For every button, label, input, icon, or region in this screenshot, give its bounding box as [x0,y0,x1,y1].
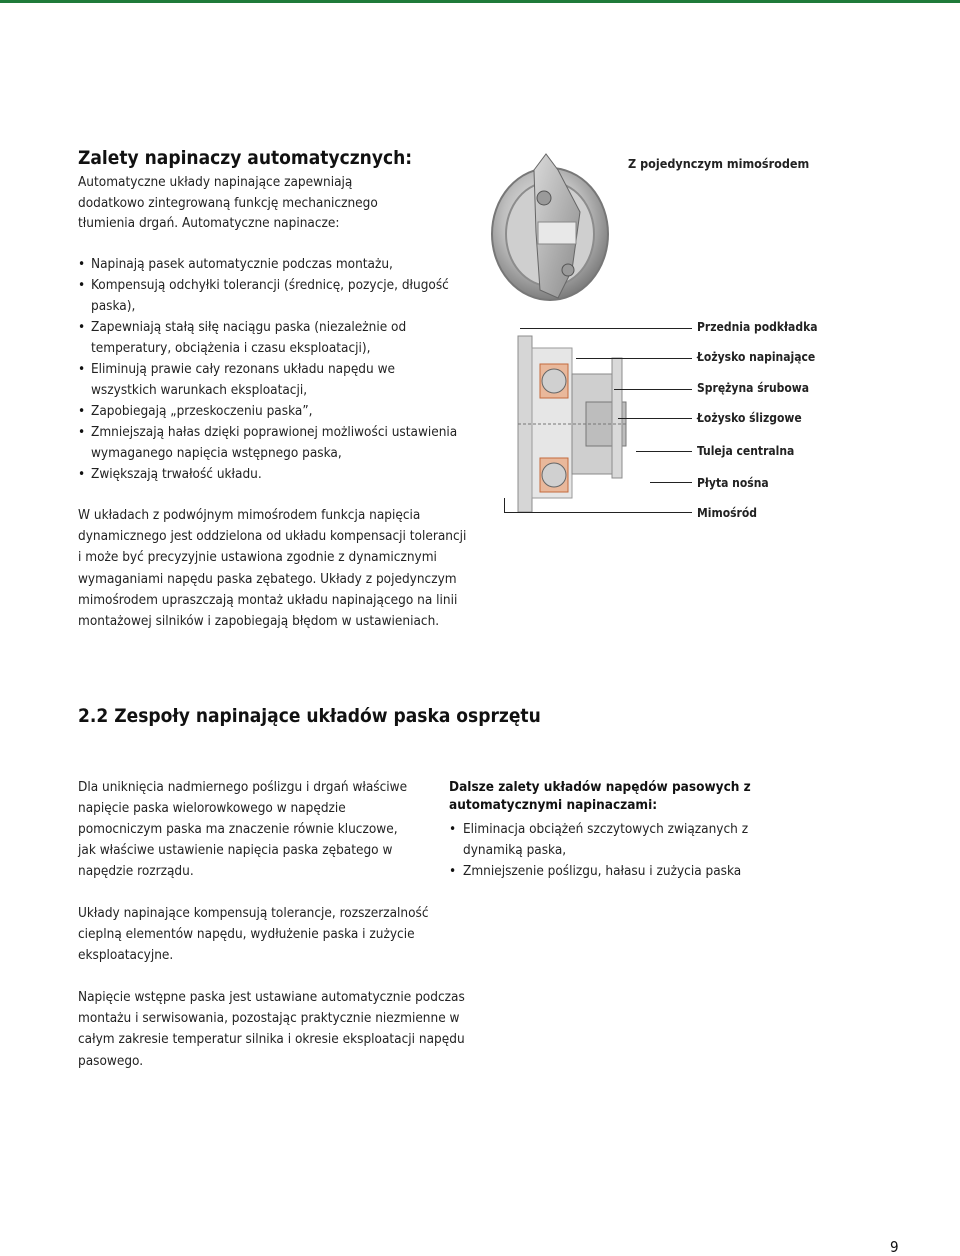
list-item: • Zapewniają stałą siłę naciągu paska (niezależnie od temperatury, obciążenia i czasu eksploatacji), [78,317,458,359]
part-label: Mimośród [697,506,758,520]
list-item: • Napinają pasek automatycznie podczas montażu, [78,254,458,275]
list-item: • Eliminują prawie cały rezonans układu napędu we wszystkich warunkach eksploatacji, [78,359,458,401]
leader-line [520,328,692,329]
leader-line [650,482,692,483]
section-left-paragraph: Dla uniknięcia nadmiernego poślizgu i drgań właściwe napięcie paska wielorowkowego w napędzie pomocniczym paska ma znaczenie równie kluczowe, jak właściwe ustawienie napięcia paska zębatego w napędzie rozrządu. [78,779,408,879]
further-advantages-list [449,819,789,882]
part-label: Płyta nośna [697,476,769,490]
tolerances-paragraph: Układy napinające kompensują tolerancje, rozszerzalność cieplną elementów napędu, wydłużenie paska i zużycie eksploatacyjne. [78,905,429,964]
further-advantages-title: Dalsze zalety układów napędów pasowych z automatycznymi napinaczami: [449,779,751,813]
intro-text: Automatyczne układy napinające zapewniają dodatkowo zintegrowaną funkcję mechanicznego tłumienia drgań. Automatyczne napinacze: [78,174,378,231]
page-number: 9 [890,1238,899,1256]
leader-line [504,512,692,513]
list-item: • Kompensują odchyłki tolerancji (średnicę, pozycje, długość paska), [78,275,458,317]
double-eccentric-paragraph: W układach z podwójnym mimośrodem funkcja napięcia dynamicznego jest oddzielona od układu kompensacji tolerancji i może być precyzyjnie ustawiona zgodnie z dynamicznymi wymaganiami napędu paska zębatego. Układy z pojedynczym mimośrodem upraszczają montaż układu napinającego na linii montażowej silników i zapobiegają błędom w ustawieniach. [78,507,467,630]
list-item: • Zmniejszenie poślizgu, hałasu i zużycia paska [449,861,789,882]
section-title: 2.2 Zespoły napinające układów paska osprzętu [78,705,541,727]
list-item: • Zapobiegają „przeskoczeniu paska”, [78,401,458,422]
leader-line [576,358,692,359]
part-label: Sprężyna śrubowa [697,381,810,395]
part-label: Tuleja centralna [697,444,795,458]
list-item: • Zwiększają trwałość układu. [78,464,458,485]
figure-label: Z pojedynczym mimośrodem [628,156,810,171]
intro-title: Zalety napinaczy automatycznych: [78,147,413,169]
advantages-list [78,254,458,485]
list-item: • Zmniejszają hałas dzięki poprawionej możliwości ustawienia wymaganego napięcia wstępnego paska, [78,422,458,464]
part-label: Łożysko napinające [697,350,816,364]
tensioner-photo [488,152,620,307]
list-item: • Eliminacja obciążeń szczytowych związanych z dynamiką paska, [449,819,789,861]
leader-line [636,451,692,452]
leader-line [614,389,692,390]
pretension-paragraph: Napięcie wstępne paska jest ustawiane automatycznie podczas montażu i serwisowania, pozostając praktycznie niezmienne w całym zakresie temperatur silnika i okresie eksploatacji napędu pasowego. [78,989,465,1069]
part-label: Łożysko ślizgowe [697,411,802,425]
leader-line [618,418,692,419]
leader-line [504,498,505,512]
part-label: Przednia podkładka [697,320,818,334]
top-accent-bar [0,0,960,3]
